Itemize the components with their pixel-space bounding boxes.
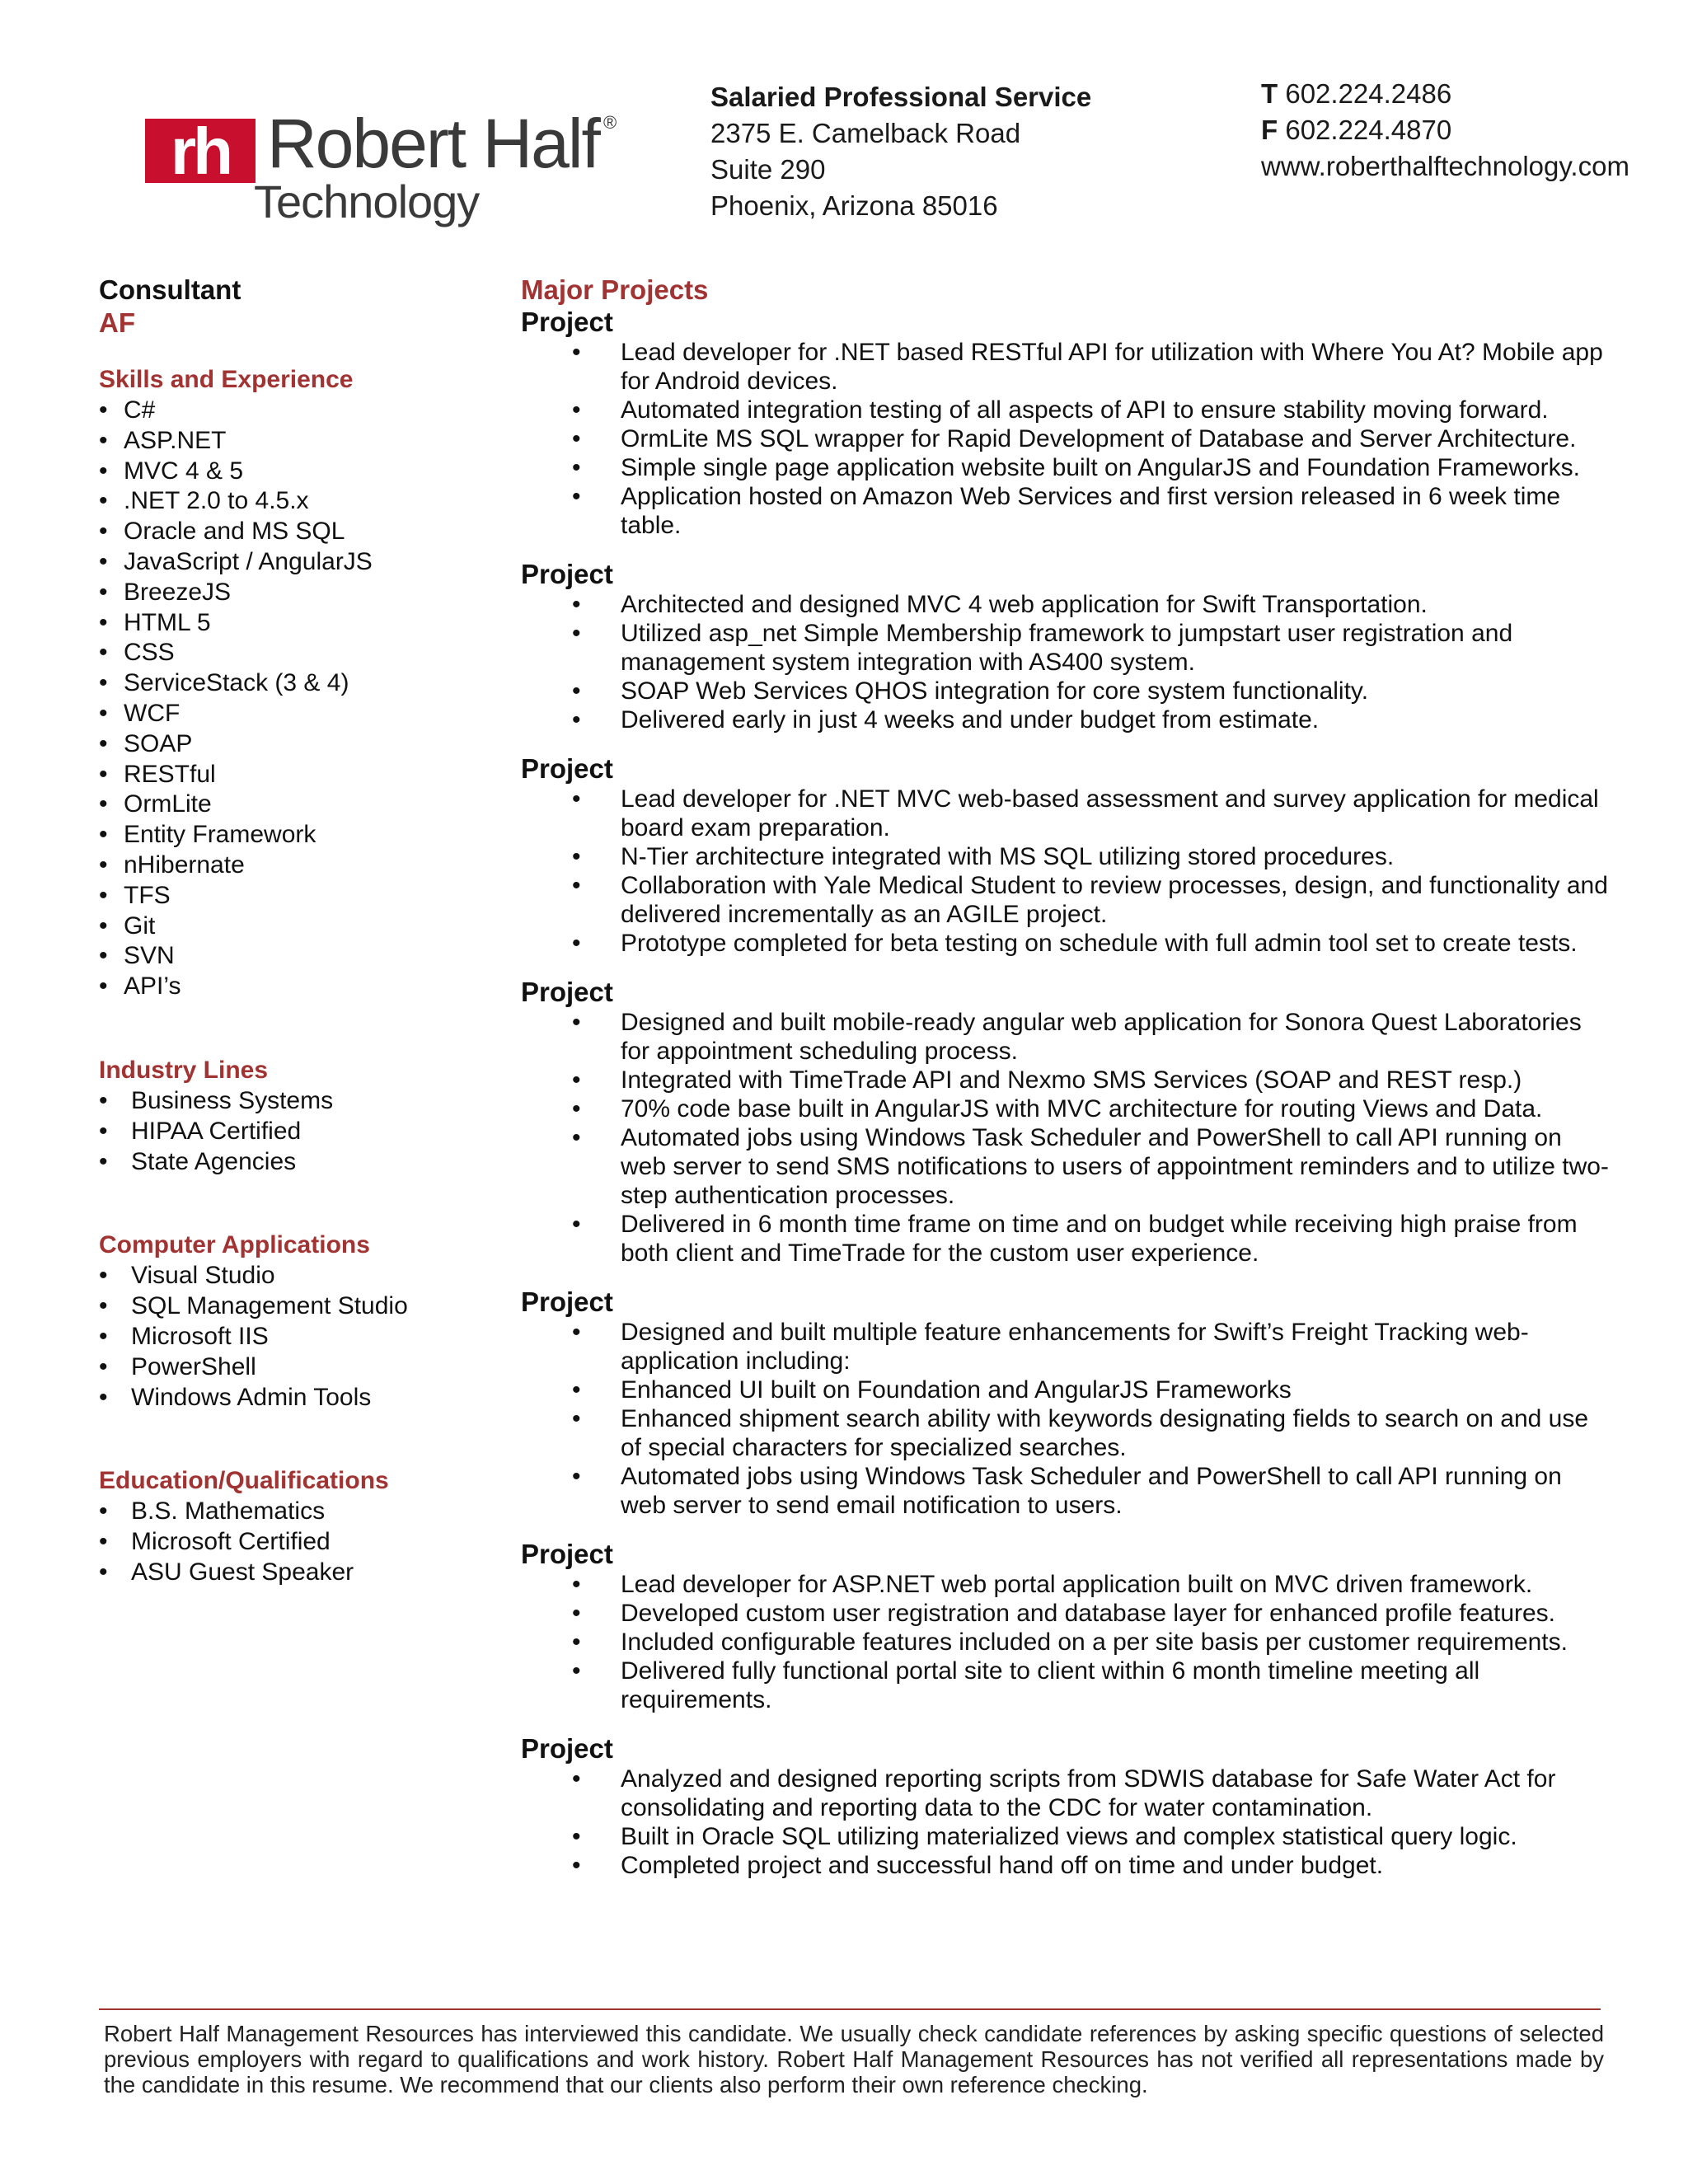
project-bullet: • Included configurable features included on a per site basis per customer requirements.: [521, 1628, 1609, 1657]
phone-line: [1261, 76, 1629, 112]
company-logo: [145, 105, 623, 231]
registered-mark: ®: [603, 112, 617, 133]
skill-item: • .NET 2.0 to 4.5.x: [99, 486, 478, 517]
project-block: [521, 977, 1609, 1268]
project-block: [521, 753, 1609, 958]
application-item: • PowerShell: [99, 1352, 478, 1383]
logo-division: Technology: [254, 176, 480, 227]
office-address: [710, 79, 1091, 224]
project-bullet: • Automated jobs using Windows Task Scheduler and PowerShell to call API running on web server to send email notification to users.: [521, 1462, 1609, 1520]
skill-item: • SOAP: [99, 729, 478, 760]
office-street: 2375 E. Camelback Road: [710, 118, 1021, 148]
project-bullet: • Designed and built mobile-ready angular web application for Sonora Quest Laboratories for appointment scheduling process.: [521, 1008, 1609, 1066]
projects-list: [521, 307, 1609, 1880]
fax-label: F: [1261, 115, 1278, 145]
industry-item: • Business Systems: [99, 1086, 478, 1117]
applications-list: [99, 1261, 478, 1413]
application-item: • Visual Studio: [99, 1261, 478, 1291]
applications-heading: Computer Applications: [99, 1231, 370, 1259]
project-title: Project: [521, 1733, 613, 1764]
phone-label: T: [1261, 78, 1278, 109]
candidate-title: Consultant: [99, 274, 241, 305]
project-bullet: • N-Tier architecture integrated with MS SQL utilizing stored procedures.: [521, 842, 1609, 871]
skill-item: • C#: [99, 396, 478, 426]
office-city: Phoenix, Arizona 85016: [710, 190, 998, 221]
phone-number: 602.224.2486: [1285, 78, 1452, 109]
education-item: • ASU Guest Speaker: [99, 1558, 478, 1588]
project-bullet: • OrmLite MS SQL wrapper for Rapid Development of Database and Server Architecture.: [521, 424, 1609, 453]
office-contact: [1261, 76, 1629, 185]
skill-item: • MVC 4 & 5: [99, 457, 478, 487]
logo-mark-text: rh: [171, 115, 230, 188]
education-item: • Microsoft Certified: [99, 1527, 478, 1558]
project-bullets: [521, 338, 1609, 540]
project-block: [521, 1539, 1609, 1714]
project-bullet: • Enhanced UI built on Foundation and AngularJS Frameworks: [521, 1376, 1609, 1404]
industry-item: • HIPAA Certified: [99, 1117, 478, 1147]
skill-item: • BreezeJS: [99, 578, 478, 608]
project-bullet: • Designed and built multiple feature enhancements for Swift’s Freight Tracking web-application including:: [521, 1318, 1609, 1376]
project-bullet: • Application hosted on Amazon Web Services and first version released in 6 week time table.: [521, 482, 1609, 540]
project-bullet: • Automated jobs using Windows Task Scheduler and PowerShell to call API running on web server to send SMS notifications to users of appointment reminders and to utilize two-step authentication processes.: [521, 1123, 1609, 1210]
skill-item: • CSS: [99, 638, 478, 668]
skill-item: • API’s: [99, 972, 478, 1002]
project-bullet: • Prototype completed for beta testing on schedule with full admin tool set to create tests.: [521, 929, 1609, 958]
education-list: [99, 1497, 478, 1587]
projects-section: [521, 274, 1609, 1899]
footer-disclaimer: Robert Half Management Resources has interviewed this candidate. We usually check candidate references by asking specific questions of selected previous employers with regard to qualifications and work history. Robert Half Management Resources has not verified all representations made by the candidate in this resume. We recommend that our clients also perform their own reference checking.: [104, 2021, 1604, 2097]
skill-item: • Oracle and MS SQL: [99, 517, 478, 547]
industry-item: • State Agencies: [99, 1147, 478, 1178]
skills-list: [99, 396, 478, 1002]
projects-heading: Major Projects: [521, 274, 709, 305]
project-bullet: • Architected and designed MVC 4 web application for Swift Transportation.: [521, 590, 1609, 619]
skill-item: • WCF: [99, 699, 478, 729]
skill-item: • RESTful: [99, 760, 478, 790]
logo-name: Robert Half: [267, 105, 599, 182]
project-title: Project: [521, 559, 613, 589]
application-item: • Microsoft IIS: [99, 1322, 478, 1352]
skill-item: • Git: [99, 912, 478, 942]
skill-item: • Entity Framework: [99, 820, 478, 851]
application-item: • SQL Management Studio: [99, 1291, 478, 1322]
skills-heading: Skills and Experience: [99, 366, 354, 393]
project-bullets: [521, 1318, 1609, 1520]
project-title: Project: [521, 1539, 613, 1569]
office-name: Salaried Professional Service: [710, 82, 1092, 112]
project-block: [521, 1733, 1609, 1880]
fax-line: [1261, 112, 1629, 148]
project-bullet: • Lead developer for .NET based RESTful API for utilization with Where You At? Mobile app for Android devices.: [521, 338, 1609, 396]
project-bullet: • Utilized asp_net Simple Membership framework to jumpstart user registration and management system integration with AS400 system.: [521, 619, 1609, 677]
skill-item: • nHibernate: [99, 851, 478, 881]
project-title: Project: [521, 1286, 613, 1317]
project-bullet: • Delivered in 6 month time frame on time and on budget while receiving high praise from both client and TimeTrade for the custom user experience.: [521, 1210, 1609, 1268]
project-bullet: • SOAP Web Services QHOS integration for core system functionality.: [521, 677, 1609, 705]
project-bullet: • Delivered early in just 4 weeks and under budget from estimate.: [521, 705, 1609, 734]
skill-item: • OrmLite: [99, 790, 478, 820]
project-bullet: • Collaboration with Yale Medical Student to review processes, design, and functionality and delivered incrementally as an AGILE project.: [521, 871, 1609, 929]
project-bullet: • Built in Oracle SQL utilizing materialized views and complex statistical query logic.: [521, 1822, 1609, 1851]
education-heading: Education/Qualifications: [99, 1467, 389, 1495]
project-bullet: • Completed project and successful hand off on time and under budget.: [521, 1851, 1609, 1880]
project-bullet: • Enhanced shipment search ability with keywords designating fields to search on and use of special characters for specialized searches.: [521, 1404, 1609, 1462]
project-bullet: • Analyzed and designed reporting scripts from SDWIS database for Safe Water Act for consolidating and reporting data to the CDC for water contamination.: [521, 1765, 1609, 1822]
project-bullet: • Automated integration testing of all aspects of API to ensure stability moving forward.: [521, 396, 1609, 424]
project-title: Project: [521, 753, 613, 784]
project-block: [521, 559, 1609, 734]
project-bullets: [521, 785, 1609, 958]
skill-item: • SVN: [99, 941, 478, 972]
skill-item: • JavaScript / AngularJS: [99, 547, 478, 578]
project-title: Project: [521, 977, 613, 1007]
skill-item: • HTML 5: [99, 608, 478, 639]
candidate-initials: AF: [99, 307, 135, 338]
skill-item: • ASP.NET: [99, 426, 478, 457]
project-bullet: • Lead developer for .NET MVC web-based assessment and survey application for medical board exam preparation.: [521, 785, 1609, 842]
project-bullet: • 70% code base built in AngularJS with MVC architecture for routing Views and Data.: [521, 1094, 1609, 1123]
fax-number: 602.224.4870: [1285, 115, 1452, 145]
project-title: Project: [521, 307, 613, 337]
project-bullet: • Lead developer for ASP.NET web portal application built on MVC driven framework.: [521, 1570, 1609, 1599]
project-bullets: [521, 590, 1609, 734]
application-item: • Windows Admin Tools: [99, 1383, 478, 1413]
website-link[interactable]: www.roberthalftechnology.com: [1261, 151, 1629, 181]
logo-mark: [145, 115, 256, 188]
project-block: [521, 307, 1609, 540]
project-bullet: • Integrated with TimeTrade API and Nexmo SMS Services (SOAP and REST resp.): [521, 1066, 1609, 1094]
project-block: [521, 1286, 1609, 1520]
footer-divider: [99, 2008, 1601, 2010]
industry-heading: Industry Lines: [99, 1056, 269, 1084]
sidebar: [99, 274, 478, 1588]
project-bullet: • Developed custom user registration and database layer for enhanced profile features.: [521, 1599, 1609, 1628]
project-bullets: [521, 1765, 1609, 1880]
skill-item: • ServiceStack (3 & 4): [99, 668, 478, 699]
project-bullet: • Simple single page application website built on AngularJS and Foundation Frameworks.: [521, 453, 1609, 482]
industry-list: [99, 1086, 478, 1177]
project-bullet: • Delivered fully functional portal site to client within 6 month timeline meeting all requirements.: [521, 1657, 1609, 1714]
office-suite: Suite 290: [710, 154, 826, 185]
skill-item: • TFS: [99, 881, 478, 912]
project-bullets: [521, 1008, 1609, 1268]
project-bullets: [521, 1570, 1609, 1714]
education-item: • B.S. Mathematics: [99, 1497, 478, 1527]
